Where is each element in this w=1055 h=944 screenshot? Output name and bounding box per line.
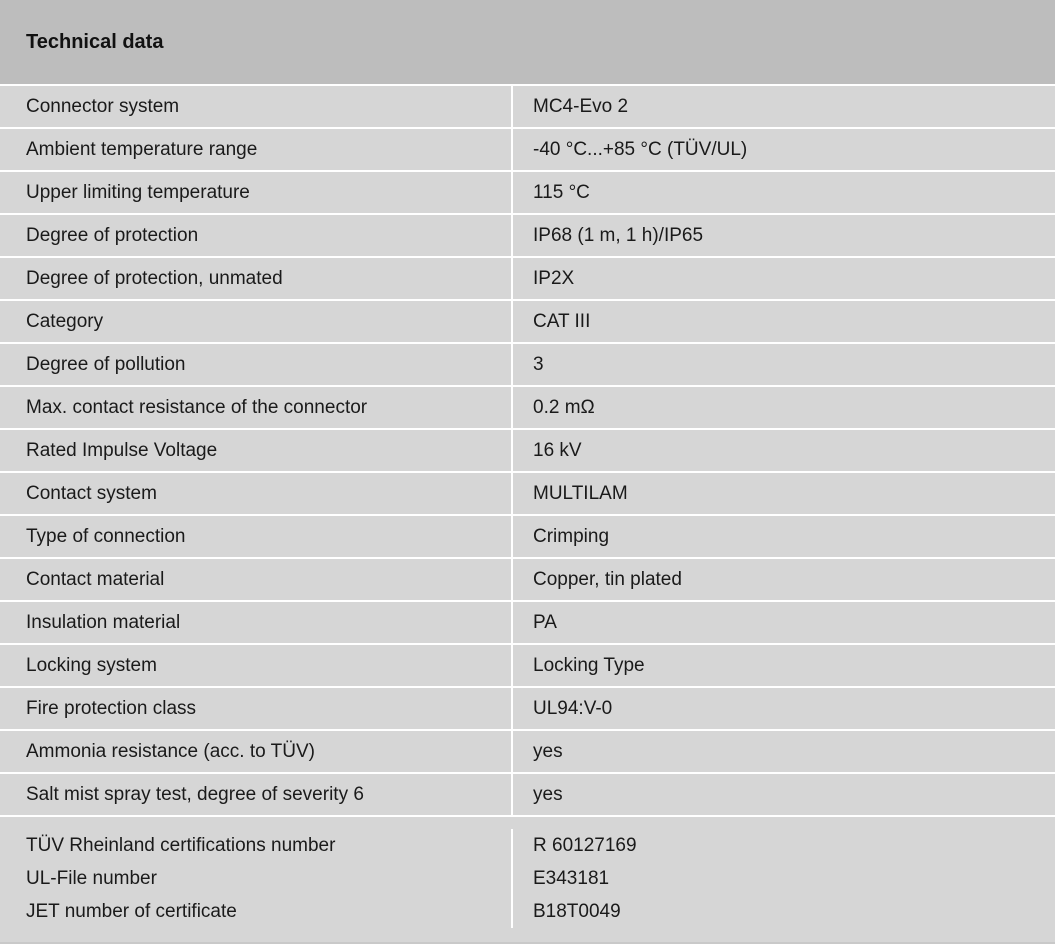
table-row xyxy=(0,86,1055,129)
row-value: 16 kV xyxy=(533,439,582,461)
row-label: Connector system xyxy=(0,86,513,127)
row-label: Max. contact resistance of the connector xyxy=(0,387,513,428)
table-row xyxy=(0,172,1055,215)
table-row xyxy=(0,129,1055,172)
table-row xyxy=(0,559,1055,602)
row-label: Salt mist spray test, degree of severity 6 xyxy=(0,774,513,815)
row-value: 3 xyxy=(533,353,544,375)
row-value: 0.2 mΩ xyxy=(533,396,595,418)
table-row xyxy=(0,731,1055,774)
row-value: -40 °C...+85 °C (TÜV/UL) xyxy=(533,138,748,160)
row-value: Copper, tin plated xyxy=(533,568,682,590)
row-label: Degree of pollution xyxy=(0,344,513,385)
table-row xyxy=(0,430,1055,473)
row-value: CAT III xyxy=(533,310,591,332)
row-label: Contact system xyxy=(0,473,513,514)
cert-label: JET number of certificate xyxy=(26,901,237,922)
cert-label: TÜV Rheinland certifications number xyxy=(26,835,336,856)
certifications-labels xyxy=(0,829,513,928)
row-label: Category xyxy=(0,301,513,342)
table-row xyxy=(0,258,1055,301)
row-value: MC4-Evo 2 xyxy=(533,95,629,117)
table-row xyxy=(0,344,1055,387)
table-row xyxy=(0,602,1055,645)
table-row xyxy=(0,301,1055,344)
row-label: Upper limiting temperature xyxy=(0,172,513,213)
table-title: Technical data xyxy=(0,0,1055,86)
row-label: Fire protection class xyxy=(0,688,513,729)
row-label: Degree of protection xyxy=(0,215,513,256)
table-row xyxy=(0,387,1055,430)
row-label: Contact material xyxy=(0,559,513,600)
cert-value: E343181 xyxy=(533,868,610,889)
cert-value: R 60127169 xyxy=(533,835,637,856)
row-label: Type of connection xyxy=(0,516,513,557)
row-label: Ambient temperature range xyxy=(0,129,513,170)
row-value: MULTILAM xyxy=(533,482,628,504)
row-label: Locking system xyxy=(0,645,513,686)
table-row xyxy=(0,473,1055,516)
row-value: UL94:V-0 xyxy=(533,697,613,719)
table-row xyxy=(0,774,1055,817)
row-value: IP2X xyxy=(533,267,575,289)
row-label: Insulation material xyxy=(0,602,513,643)
row-value: yes xyxy=(533,740,563,762)
row-value: IP68 (1 m, 1 h)/IP65 xyxy=(533,224,704,246)
row-value: PA xyxy=(533,611,557,633)
table-row xyxy=(0,215,1055,258)
table-row xyxy=(0,645,1055,688)
certifications-values xyxy=(513,829,1055,928)
certifications-row xyxy=(0,817,1055,942)
table-row xyxy=(0,688,1055,731)
cert-value: B18T0049 xyxy=(533,901,621,922)
row-value: Locking Type xyxy=(533,654,645,676)
cert-label: UL-File number xyxy=(26,868,157,889)
row-value: yes xyxy=(533,783,563,805)
row-label: Ammonia resistance (acc. to TÜV) xyxy=(0,731,513,772)
row-label: Degree of protection, unmated xyxy=(0,258,513,299)
row-label: Rated Impulse Voltage xyxy=(0,430,513,471)
table-row xyxy=(0,516,1055,559)
row-value: 115 °C xyxy=(533,181,590,203)
row-value: Crimping xyxy=(533,525,610,547)
